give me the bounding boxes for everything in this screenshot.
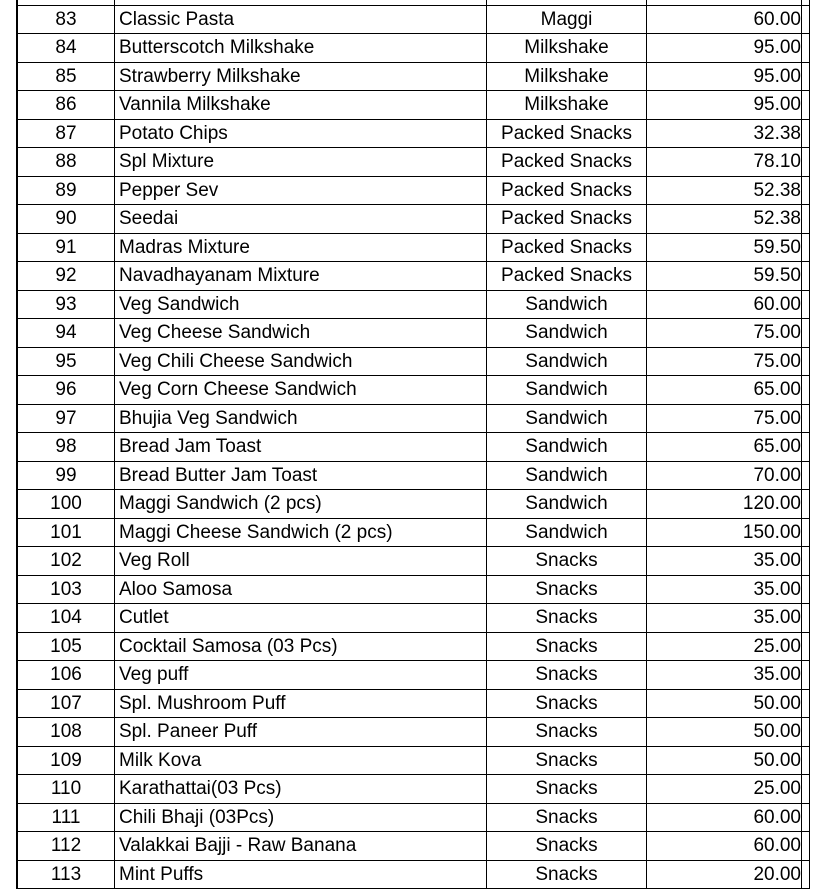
item-number: 84 bbox=[18, 34, 115, 63]
item-number: 100 bbox=[18, 490, 115, 519]
item-price: 60.00 bbox=[647, 803, 810, 832]
item-name: Veg Roll bbox=[115, 547, 487, 576]
item-number: 103 bbox=[18, 575, 115, 604]
menu-sheet bbox=[16, 0, 802, 889]
item-number: 90 bbox=[18, 205, 115, 234]
table-row bbox=[18, 91, 810, 120]
item-category: Maggi bbox=[487, 5, 647, 34]
item-price: 75.00 bbox=[647, 404, 810, 433]
item-name: Spl Mixture bbox=[115, 148, 487, 177]
table-row bbox=[18, 233, 810, 262]
item-category: Sandwich bbox=[487, 376, 647, 405]
item-category: Sandwich bbox=[487, 433, 647, 462]
item-price: 75.00 bbox=[647, 347, 810, 376]
item-category: Snacks bbox=[487, 832, 647, 861]
table-row bbox=[18, 433, 810, 462]
item-price: 35.00 bbox=[647, 575, 810, 604]
table-row bbox=[18, 775, 810, 804]
item-name: Milk Kova bbox=[115, 746, 487, 775]
item-category: Milkshake bbox=[487, 91, 647, 120]
item-price: 50.00 bbox=[647, 718, 810, 747]
table-row bbox=[18, 5, 810, 34]
item-name: Veg Sandwich bbox=[115, 290, 487, 319]
table-row bbox=[18, 661, 810, 690]
item-name: Cutlet bbox=[115, 604, 487, 633]
item-number: 111 bbox=[18, 803, 115, 832]
item-name: Veg Corn Cheese Sandwich bbox=[115, 376, 487, 405]
item-name: Karathattai(03 Pcs) bbox=[115, 775, 487, 804]
item-number: 112 bbox=[18, 832, 115, 861]
item-category: Snacks bbox=[487, 547, 647, 576]
item-category: Sandwich bbox=[487, 518, 647, 547]
item-number: 108 bbox=[18, 718, 115, 747]
table-row bbox=[18, 803, 810, 832]
item-number: 97 bbox=[18, 404, 115, 433]
item-price: 59.50 bbox=[647, 233, 810, 262]
item-number: 93 bbox=[18, 290, 115, 319]
table-row bbox=[18, 547, 810, 576]
item-number: 86 bbox=[18, 91, 115, 120]
item-price: 32.38 bbox=[647, 119, 810, 148]
item-category: Packed Snacks bbox=[487, 148, 647, 177]
item-name: Butterscotch Milkshake bbox=[115, 34, 487, 63]
item-price: 50.00 bbox=[647, 689, 810, 718]
item-price: 35.00 bbox=[647, 604, 810, 633]
item-name: Classic Pasta bbox=[115, 5, 487, 34]
item-category: Snacks bbox=[487, 746, 647, 775]
item-name: Veg Cheese Sandwich bbox=[115, 319, 487, 348]
item-price: 95.00 bbox=[647, 62, 810, 91]
table-row bbox=[18, 746, 810, 775]
item-name: Veg Chili Cheese Sandwich bbox=[115, 347, 487, 376]
table-row bbox=[18, 860, 810, 889]
table-row bbox=[18, 689, 810, 718]
item-price: 95.00 bbox=[647, 91, 810, 120]
item-number: 85 bbox=[18, 62, 115, 91]
item-name: Seedai bbox=[115, 205, 487, 234]
item-category: Sandwich bbox=[487, 290, 647, 319]
item-name: Spl. Paneer Puff bbox=[115, 718, 487, 747]
item-category: Sandwich bbox=[487, 461, 647, 490]
item-category: Snacks bbox=[487, 803, 647, 832]
item-category: Packed Snacks bbox=[487, 233, 647, 262]
item-price: 65.00 bbox=[647, 376, 810, 405]
menu-table bbox=[17, 0, 810, 889]
item-price: 25.00 bbox=[647, 775, 810, 804]
item-number: 96 bbox=[18, 376, 115, 405]
table-row bbox=[18, 262, 810, 291]
item-number: 83 bbox=[18, 5, 115, 34]
item-name: Bread Jam Toast bbox=[115, 433, 487, 462]
table-row bbox=[18, 119, 810, 148]
item-category: Packed Snacks bbox=[487, 119, 647, 148]
item-price: 75.00 bbox=[647, 319, 810, 348]
item-name: Potato Chips bbox=[115, 119, 487, 148]
item-price: 52.38 bbox=[647, 205, 810, 234]
item-number: 104 bbox=[18, 604, 115, 633]
item-price: 20.00 bbox=[647, 860, 810, 889]
item-category: Sandwich bbox=[487, 319, 647, 348]
item-price: 59.50 bbox=[647, 262, 810, 291]
item-number: 109 bbox=[18, 746, 115, 775]
table-row bbox=[18, 319, 810, 348]
item-price: 50.00 bbox=[647, 746, 810, 775]
item-price: 25.00 bbox=[647, 632, 810, 661]
item-name: Bread Butter Jam Toast bbox=[115, 461, 487, 490]
item-name: Bhujia Veg Sandwich bbox=[115, 404, 487, 433]
item-price: 60.00 bbox=[647, 290, 810, 319]
item-number: 94 bbox=[18, 319, 115, 348]
table-row bbox=[18, 347, 810, 376]
item-name: Strawberry Milkshake bbox=[115, 62, 487, 91]
item-name: Vannila Milkshake bbox=[115, 91, 487, 120]
item-category: Milkshake bbox=[487, 34, 647, 63]
item-category: Snacks bbox=[487, 718, 647, 747]
item-name: Veg puff bbox=[115, 661, 487, 690]
item-price: 52.38 bbox=[647, 176, 810, 205]
item-number: 101 bbox=[18, 518, 115, 547]
table-row bbox=[18, 34, 810, 63]
table-row bbox=[18, 148, 810, 177]
table-row bbox=[18, 718, 810, 747]
item-category: Snacks bbox=[487, 661, 647, 690]
item-number: 91 bbox=[18, 233, 115, 262]
item-number: 92 bbox=[18, 262, 115, 291]
item-name: Valakkai Bajji - Raw Banana bbox=[115, 832, 487, 861]
item-name: Pepper Sev bbox=[115, 176, 487, 205]
item-category: Snacks bbox=[487, 632, 647, 661]
item-number: 102 bbox=[18, 547, 115, 576]
item-category: Packed Snacks bbox=[487, 205, 647, 234]
table-row bbox=[18, 461, 810, 490]
item-category: Sandwich bbox=[487, 347, 647, 376]
item-category: Snacks bbox=[487, 860, 647, 889]
item-price: 70.00 bbox=[647, 461, 810, 490]
table-row bbox=[18, 604, 810, 633]
item-price: 120.00 bbox=[647, 490, 810, 519]
table-row bbox=[18, 832, 810, 861]
item-name: Madras Mixture bbox=[115, 233, 487, 262]
item-price: 78.10 bbox=[647, 148, 810, 177]
item-number: 105 bbox=[18, 632, 115, 661]
item-category: Sandwich bbox=[487, 490, 647, 519]
table-row bbox=[18, 205, 810, 234]
item-name: Spl. Mushroom Puff bbox=[115, 689, 487, 718]
item-number: 98 bbox=[18, 433, 115, 462]
table-row bbox=[18, 404, 810, 433]
table-row bbox=[18, 176, 810, 205]
item-category: Snacks bbox=[487, 575, 647, 604]
table-row bbox=[18, 575, 810, 604]
item-price: 35.00 bbox=[647, 661, 810, 690]
item-category: Packed Snacks bbox=[487, 262, 647, 291]
table-row bbox=[18, 376, 810, 405]
item-number: 107 bbox=[18, 689, 115, 718]
item-price: 150.00 bbox=[647, 518, 810, 547]
table-row bbox=[18, 62, 810, 91]
item-name: Mint Puffs bbox=[115, 860, 487, 889]
item-number: 113 bbox=[18, 860, 115, 889]
item-name: Chili Bhaji (03Pcs) bbox=[115, 803, 487, 832]
item-name: Navadhayanam Mixture bbox=[115, 262, 487, 291]
item-number: 95 bbox=[18, 347, 115, 376]
item-number: 99 bbox=[18, 461, 115, 490]
item-category: Snacks bbox=[487, 604, 647, 633]
item-price: 60.00 bbox=[647, 832, 810, 861]
item-price: 35.00 bbox=[647, 547, 810, 576]
item-price: 95.00 bbox=[647, 34, 810, 63]
item-category: Packed Snacks bbox=[487, 176, 647, 205]
item-category: Milkshake bbox=[487, 62, 647, 91]
item-price: 60.00 bbox=[647, 5, 810, 34]
table-row bbox=[18, 290, 810, 319]
item-category: Snacks bbox=[487, 689, 647, 718]
menu-table-body bbox=[18, 0, 810, 889]
item-number: 106 bbox=[18, 661, 115, 690]
item-name: Aloo Samosa bbox=[115, 575, 487, 604]
item-number: 87 bbox=[18, 119, 115, 148]
item-number: 89 bbox=[18, 176, 115, 205]
table-row bbox=[18, 632, 810, 661]
item-name: Maggi Cheese Sandwich (2 pcs) bbox=[115, 518, 487, 547]
item-category: Snacks bbox=[487, 775, 647, 804]
item-price: 65.00 bbox=[647, 433, 810, 462]
table-row bbox=[18, 518, 810, 547]
item-name: Cocktail Samosa (03 Pcs) bbox=[115, 632, 487, 661]
item-number: 88 bbox=[18, 148, 115, 177]
item-category: Sandwich bbox=[487, 404, 647, 433]
item-number: 110 bbox=[18, 775, 115, 804]
item-name: Maggi Sandwich (2 pcs) bbox=[115, 490, 487, 519]
table-row bbox=[18, 490, 810, 519]
